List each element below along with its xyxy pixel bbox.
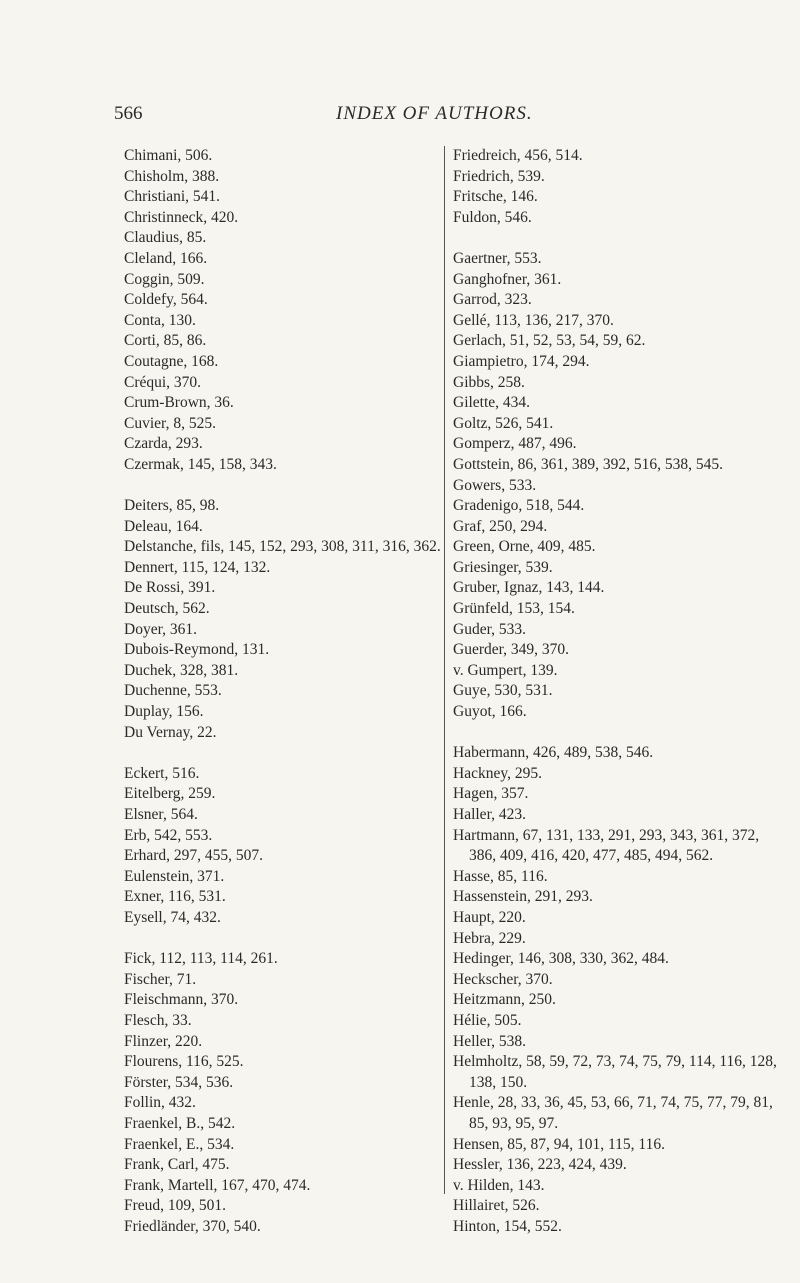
- index-entry: Hackney, 295.: [453, 764, 542, 782]
- index-entry: Fritsche, 146.: [453, 188, 538, 206]
- index-entry: Flourens, 116, 525.: [124, 1053, 244, 1071]
- index-entry: Gerlach, 51, 52, 53, 54, 59, 62.: [453, 332, 646, 350]
- index-entry: Deleau, 164.: [124, 517, 203, 535]
- index-entry: Freud, 109, 501.: [124, 1197, 227, 1215]
- index-entry: Fuldon, 546.: [453, 208, 532, 226]
- index-entry: Helmholtz, 58, 59, 72, 73, 74, 75, 79, 114, 116, 128, 138, 150.: [453, 1053, 777, 1091]
- index-entry: Hartmann, 67, 131, 133, 291, 293, 343, 361, 372, 386, 409, 416, 420, 477, 485, 494, 562.: [453, 826, 760, 865]
- index-entry: Eysell, 74, 432.: [124, 908, 221, 926]
- index-entry: Hillairet, 526.: [453, 1197, 540, 1215]
- column-divider: [444, 146, 445, 1194]
- index-entry: Eckert, 516.: [124, 764, 200, 782]
- index-entry: Green, Orne, 409, 485.: [453, 538, 596, 556]
- index-entry: Coggin, 509.: [124, 270, 205, 288]
- index-group: [124, 146, 444, 476]
- index-entry: Cleland, 166.: [124, 249, 208, 267]
- index-entry: Hensen, 85, 87, 94, 101, 115, 116.: [453, 1135, 665, 1153]
- index-entry: Flesch, 33.: [124, 1011, 192, 1029]
- index-entry: Gradenigo, 518, 544.: [453, 497, 585, 515]
- index-entry: Habermann, 426, 489, 538, 546.: [453, 744, 654, 762]
- index-entry: Chisholm, 388.: [124, 167, 220, 185]
- index-entry: Gilette, 434.: [453, 394, 531, 412]
- index-group: [124, 764, 444, 929]
- index-entry: Ganghofner, 361.: [453, 270, 562, 288]
- right-column: [451, 146, 783, 1237]
- index-entry: Heitzmann, 250.: [453, 991, 556, 1009]
- index-entry: Crum-Brown, 36.: [124, 394, 234, 412]
- index-entry: Graf, 250, 294.: [453, 517, 548, 535]
- index-entry: Guder, 533.: [453, 620, 526, 638]
- index-entry: Christinneck, 420.: [124, 208, 239, 226]
- index-entry: Friedländer, 370, 540.: [124, 1217, 261, 1235]
- index-entry: Delstanche, fils, 145, 152, 293, 308, 311, 316, 362.: [124, 538, 441, 556]
- index-entry: Hasse, 85, 116.: [453, 867, 548, 885]
- index-entry: Cuvier, 8, 525.: [124, 414, 216, 432]
- index-entry: Follin, 432.: [124, 1094, 196, 1112]
- index-group: [453, 249, 783, 723]
- index-group: [453, 743, 783, 1237]
- index-group: [453, 146, 783, 228]
- index-entry: Haupt, 220.: [453, 908, 526, 926]
- index-entry: Hagen, 357.: [453, 785, 529, 803]
- index-entry: Créqui, 370.: [124, 373, 202, 391]
- page-header: [114, 103, 674, 133]
- index-entry: Gellé, 113, 136, 217, 370.: [453, 311, 614, 329]
- index-entry: Christiani, 541.: [124, 188, 221, 206]
- index-entry: Erb, 542, 553.: [124, 826, 213, 844]
- index-entry: Duchek, 328, 381.: [124, 661, 239, 679]
- index-entry: Guye, 530, 531.: [453, 682, 553, 700]
- index-entry: Fischer, 71.: [124, 970, 197, 988]
- index-entry: Corti, 85, 86.: [124, 332, 207, 350]
- index-entry: v. Gumpert, 139.: [453, 661, 558, 679]
- index-entry: Hebra, 229.: [453, 929, 526, 947]
- index-entry: Deutsch, 562.: [124, 600, 210, 618]
- index-entry: Henle, 28, 33, 36, 45, 53, 66, 71, 74, 75, 77, 79, 81, 85, 93, 95, 97.: [453, 1094, 773, 1132]
- index-entry: Guyot, 166.: [453, 703, 527, 721]
- index-entry: Heckscher, 370.: [453, 970, 553, 988]
- index-entry: Chimani, 506.: [124, 147, 213, 164]
- index-entry: Czarda, 293.: [124, 435, 203, 453]
- group-gap: [124, 476, 444, 497]
- index-entry: Goltz, 526, 541.: [453, 414, 554, 432]
- index-entry: Eitelberg, 259.: [124, 785, 216, 803]
- index-entry: Heller, 538.: [453, 1032, 526, 1050]
- index-entry: Flinzer, 220.: [124, 1032, 203, 1050]
- index-entry: Griesinger, 539.: [453, 558, 553, 576]
- index-entry: Gaertner, 553.: [453, 249, 542, 267]
- index-entry: Duplay, 156.: [124, 703, 204, 721]
- group-gap: [453, 723, 783, 744]
- index-entry: Fraenkel, B., 542.: [124, 1114, 236, 1132]
- index-entry: v. Hilden, 143.: [453, 1176, 545, 1194]
- index-entry: Claudius, 85.: [124, 229, 207, 247]
- index-entry: Frank, Martell, 167, 470, 474.: [124, 1176, 311, 1194]
- index-entry: Exner, 116, 531.: [124, 888, 226, 906]
- index-entry: Förster, 534, 536.: [124, 1073, 234, 1091]
- index-entry: Frank, Carl, 475.: [124, 1156, 230, 1174]
- index-entry: Gruber, Ignaz, 143, 144.: [453, 579, 605, 597]
- index-entry: Giampietro, 174, 294.: [453, 352, 590, 370]
- index-entry: Gomperz, 487, 496.: [453, 435, 577, 453]
- index-entry: Duchenne, 553.: [124, 682, 222, 700]
- index-entry: Hedinger, 146, 308, 330, 362, 484.: [453, 950, 669, 968]
- index-entry: Gowers, 533.: [453, 476, 537, 494]
- group-gap: [124, 743, 444, 764]
- index-entry: Friedreich, 456, 514.: [453, 147, 583, 164]
- index-entry: Garrod, 323.: [453, 291, 532, 309]
- left-column: [124, 146, 444, 1237]
- index-group: [124, 949, 444, 1237]
- group-gap: [124, 929, 444, 950]
- index-group: [124, 496, 444, 743]
- index-entry: Gibbs, 258.: [453, 373, 525, 391]
- running-title: INDEX OF AUTHORS.: [336, 103, 533, 124]
- index-entry: Fraenkel, E., 534.: [124, 1135, 235, 1153]
- index-entry: Hassenstein, 291, 293.: [453, 888, 593, 906]
- index-entry: Friedrich, 539.: [453, 167, 545, 185]
- index-entry: Hessler, 136, 223, 424, 439.: [453, 1156, 627, 1174]
- index-entry: Hinton, 154, 552.: [453, 1217, 562, 1235]
- index-entry: Gottstein, 86, 361, 389, 392, 516, 538, 545.: [453, 455, 723, 473]
- index-entry: Hélie, 505.: [453, 1011, 522, 1029]
- index-entry: Dennert, 115, 124, 132.: [124, 558, 271, 576]
- index-entry: Fleischmann, 370.: [124, 991, 239, 1009]
- group-gap: [453, 228, 783, 249]
- index-entry: Coutagne, 168.: [124, 352, 219, 370]
- index-entry: Czermak, 145, 158, 343.: [124, 455, 277, 473]
- index-entry: Fick, 112, 113, 114, 261.: [124, 950, 278, 968]
- index-entry: Elsner, 564.: [124, 806, 198, 823]
- index-entry: Conta, 130.: [124, 311, 196, 329]
- index-entry: Guerder, 349, 370.: [453, 641, 570, 659]
- page-number: 566: [114, 103, 143, 124]
- index-entry: Eulenstein, 371.: [124, 867, 225, 885]
- index-entry: Coldefy, 564.: [124, 291, 208, 309]
- index-entry: Doyer, 361.: [124, 620, 197, 638]
- index-entry: Deiters, 85, 98.: [124, 497, 220, 515]
- index-entry: Grünfeld, 153, 154.: [453, 600, 575, 618]
- index-entry: Du Vernay, 22.: [124, 723, 217, 741]
- index-entry: De Rossi, 391.: [124, 579, 216, 597]
- index-entry: Haller, 423.: [453, 806, 526, 823]
- index-entry: Dubois-Reymond, 131.: [124, 641, 270, 659]
- index-entry: Erhard, 297, 455, 507.: [124, 847, 264, 865]
